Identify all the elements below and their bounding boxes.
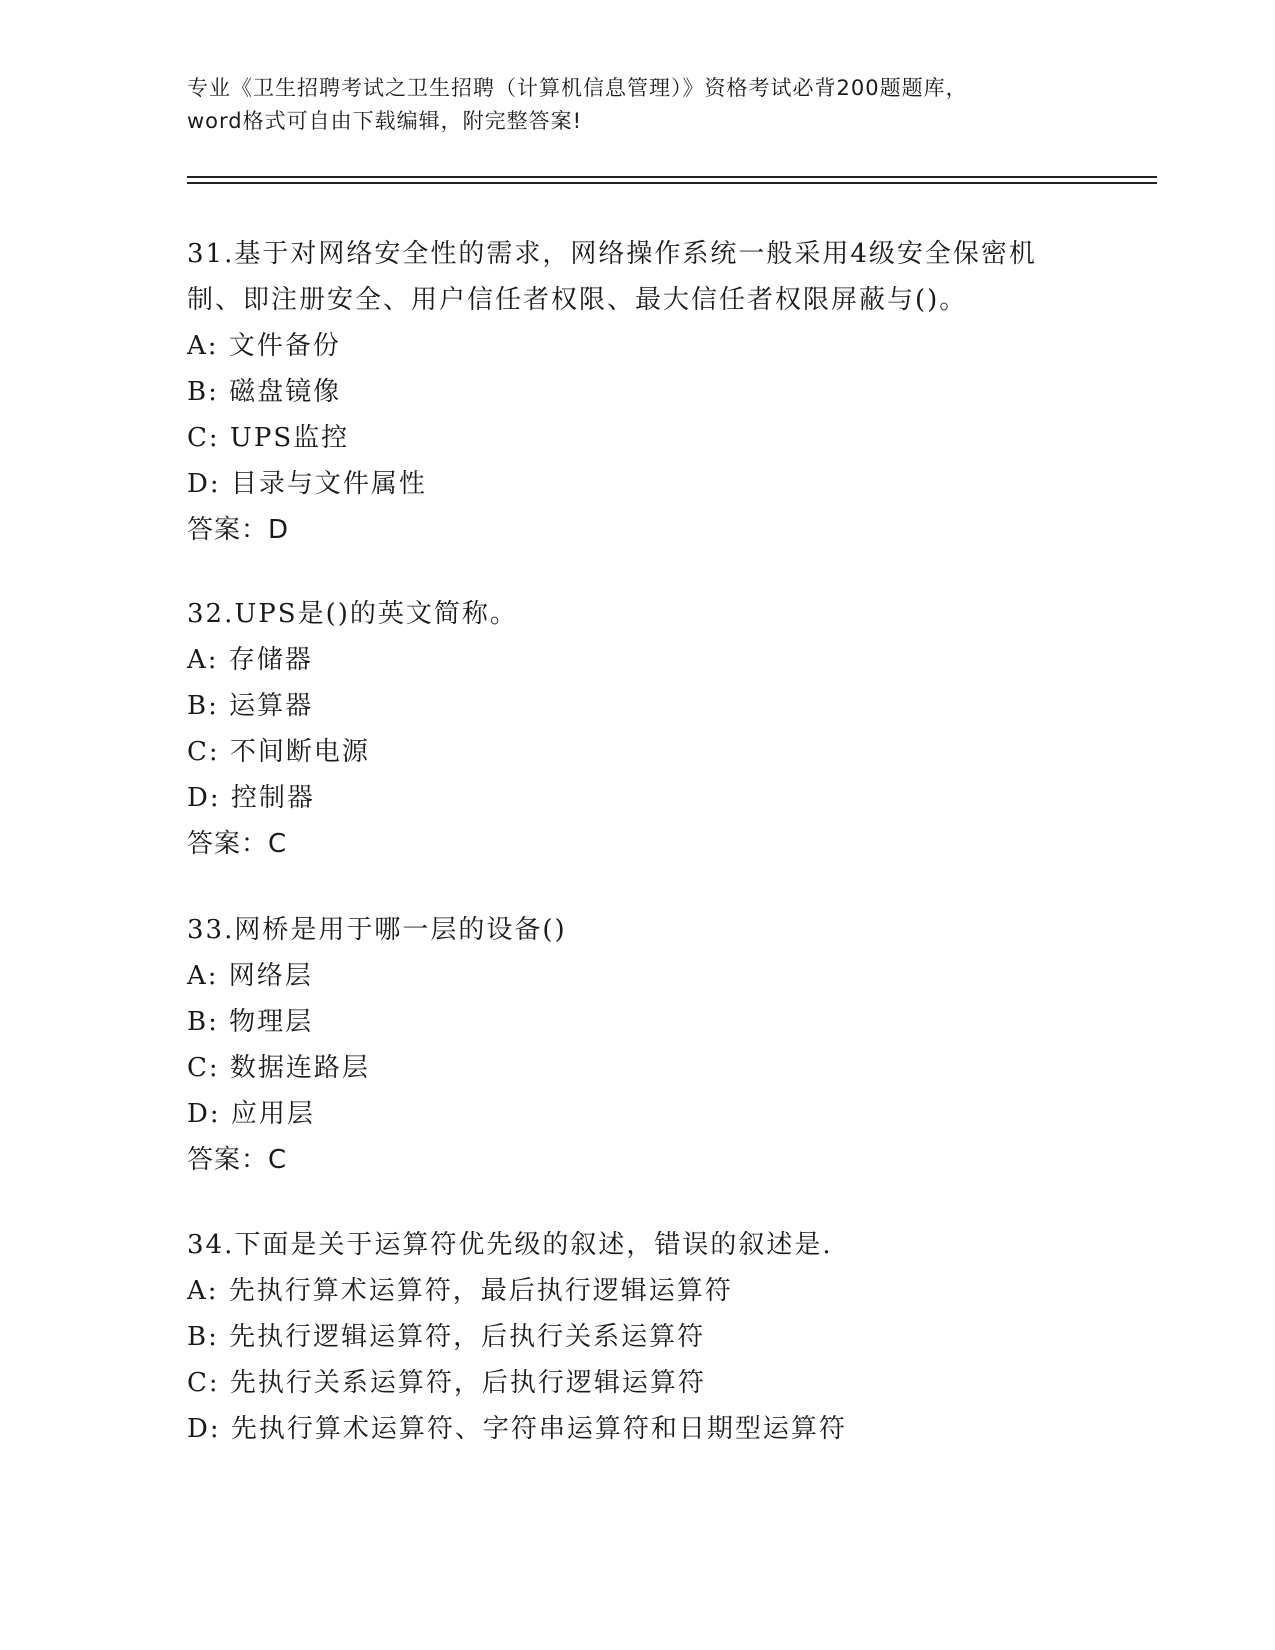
question-stem: 32.UPS是()的英文简称。: [187, 599, 518, 629]
document-header: [187, 72, 1087, 138]
question-stem-continued: 制、即注册安全、用户信任者权限、最大信任者权限屏蔽与()。: [187, 285, 968, 315]
header-divider-top: [187, 176, 1157, 178]
question-stem: 34.下面是关于运算符优先级的叙述，错误的叙述是.: [187, 1230, 833, 1260]
option-c: C: 不间断电源: [187, 737, 370, 767]
option-a: A: 先执行算术运算符，最后执行逻辑运算符: [187, 1276, 733, 1306]
header-divider-bottom: [187, 182, 1157, 184]
answer-label: 答案：C: [187, 829, 288, 859]
option-b: B: 运算器: [187, 691, 314, 721]
question-stem: 31.基于对网络安全性的需求，网络操作系统一般采用4级安全保密机: [187, 239, 1037, 269]
header-title-line: 专业《卫生招聘考试之卫生招聘（计算机信息管理）》资格考试必背200题题库，: [187, 76, 968, 100]
option-b: B: 磁盘镜像: [187, 377, 342, 407]
question-stem: 33.网桥是用于哪一层的设备(): [187, 915, 567, 945]
option-d: D: 应用层: [187, 1099, 315, 1129]
option-a: A: 存储器: [187, 645, 313, 675]
option-b: B: 先执行逻辑运算符，后执行关系运算符: [187, 1322, 706, 1352]
option-c: C: 数据连路层: [187, 1053, 370, 1083]
question-32: [187, 591, 1187, 867]
option-d: D: 目录与文件属性: [187, 469, 427, 499]
question-33: [187, 907, 1187, 1183]
answer-label: 答案：D: [187, 515, 290, 545]
question-34: [187, 1222, 1187, 1452]
answer-label: 答案：C: [187, 1145, 288, 1175]
option-d: D: 先执行算术运算符、字符串运算符和日期型运算符: [187, 1414, 847, 1444]
question-31: [187, 231, 1187, 553]
option-d: D: 控制器: [187, 783, 315, 813]
option-b: B: 物理层: [187, 1007, 314, 1037]
option-a: A: 网络层: [187, 961, 313, 991]
option-a: A: 文件备份: [187, 331, 341, 361]
option-c: C: UPS监控: [187, 423, 350, 453]
header-subtitle-line: word格式可自由下载编辑，附完整答案!: [187, 109, 583, 133]
option-c: C: 先执行关系运算符，后执行逻辑运算符: [187, 1368, 706, 1398]
